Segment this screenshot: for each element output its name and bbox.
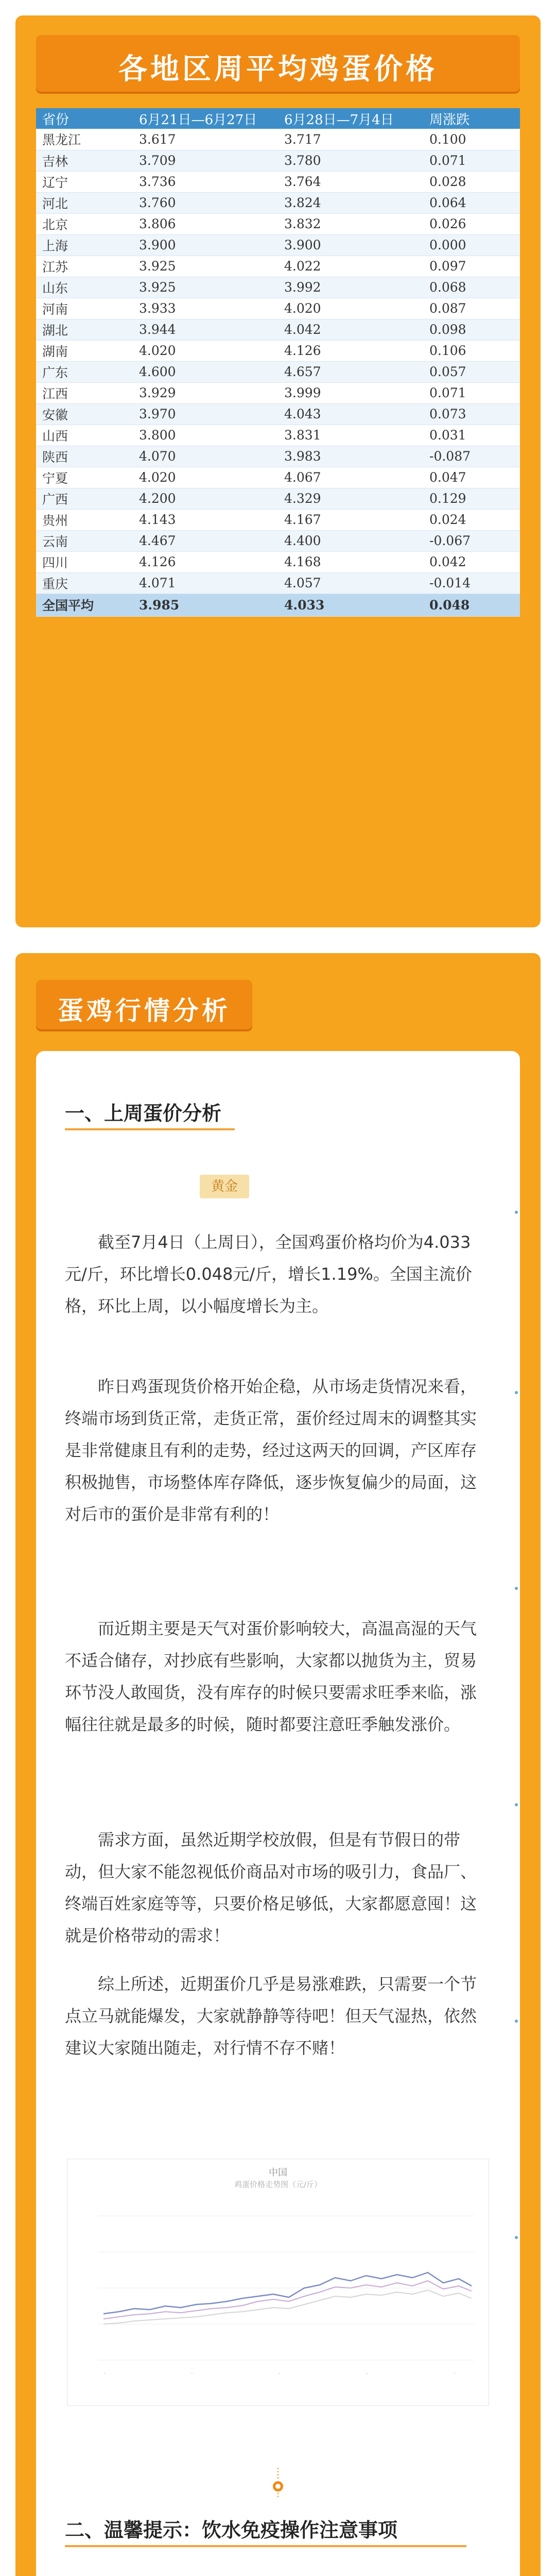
- table-cell: 重庆: [36, 572, 133, 594]
- table-cell: 0.064: [423, 192, 520, 213]
- heading-tips: 二、温馨提示：饮水免疫操作注意事项: [65, 2519, 398, 2541]
- table-cell: 4.167: [278, 509, 423, 530]
- table-cell: 4.126: [133, 551, 278, 572]
- table-cell: 4.329: [278, 488, 423, 509]
- table-cell: 3.717: [278, 129, 423, 150]
- table-cell: 0.057: [423, 361, 520, 382]
- table-cell: 3.983: [278, 446, 423, 467]
- analysis-banner: [36, 980, 252, 1029]
- table-cell: 山东: [36, 277, 133, 298]
- table-cell: 3.900: [278, 234, 423, 256]
- table-cell: 3.970: [133, 403, 278, 425]
- table-cell: 辽宁: [36, 171, 133, 192]
- analysis-section: [15, 953, 541, 2576]
- table-cell: 3.760: [133, 192, 278, 213]
- table-cell: 3.900: [133, 234, 278, 256]
- chart-axis-tick: ·: [279, 2370, 281, 2377]
- heading-price-analysis: 一、上周蛋价分析: [65, 1102, 222, 1125]
- paragraph-2: 昨日鸡蛋现货价格开始企稳，从市场走货情况来看，终端市场到货正常，走货正常，蛋价经过周末的调整其实是非常健康且有利的走势，经过这两天的回调，产区库存积极抛售，市场整体库存降低，逐步恢复偏少的局面，这对后市的蛋价是非常有利的！: [65, 1377, 477, 1524]
- table-cell: 0.100: [423, 129, 520, 150]
- side-dot: [515, 2236, 518, 2239]
- chart-axis-tick: ·: [103, 2370, 106, 2377]
- side-dot: [515, 2020, 518, 2023]
- table-cell: 广西: [36, 488, 133, 509]
- side-dot: [515, 1587, 518, 1590]
- table-cell: 3.736: [133, 171, 278, 192]
- paragraph-4: 需求方面，虽然近期学校放假，但是有节假日的带动，但大家不能忽视低价商品对市场的吸引力，食品厂、终端百姓家庭等等，只要价格足够低，大家都愿意囤！这就是价格带动的需求！: [65, 1830, 477, 1945]
- price-table: [36, 108, 520, 617]
- table-cell: 广东: [36, 361, 133, 382]
- table-cell: 4.042: [278, 319, 423, 340]
- table-cell: 0.073: [423, 403, 520, 425]
- table-cell: 4.200: [133, 488, 278, 509]
- table-row: [36, 488, 520, 509]
- table-cell: -0.014: [423, 572, 520, 594]
- table-cell: 4.057: [278, 572, 423, 594]
- table-cell: 4.022: [278, 256, 423, 277]
- table-cell: 4.143: [133, 509, 278, 530]
- table-cell: 3.806: [133, 213, 278, 234]
- table-row: [36, 530, 520, 551]
- table-row: [36, 192, 520, 213]
- table-cell: 3.800: [133, 425, 278, 446]
- table-row: [36, 425, 520, 446]
- table-header-row: [36, 108, 520, 129]
- table-row: [36, 319, 520, 340]
- table-cell: 上海: [36, 234, 133, 256]
- table-cell: 3.780: [278, 150, 423, 171]
- table-cell: 湖南: [36, 340, 133, 361]
- table-cell: 宁夏: [36, 467, 133, 488]
- price-section: [15, 15, 541, 927]
- table-total-cell: 0.048: [423, 594, 520, 616]
- table-cell: 0.028: [423, 171, 520, 192]
- table-cell: 4.126: [278, 340, 423, 361]
- chart-axis-tick: ·: [191, 2370, 193, 2377]
- table-cell: 0.047: [423, 467, 520, 488]
- table-total-cell: 全国平均: [36, 594, 133, 616]
- table-cell: 0.026: [423, 213, 520, 234]
- table-cell: 贵州: [36, 509, 133, 530]
- table-row: [36, 382, 520, 403]
- table-cell: 江苏: [36, 256, 133, 277]
- heading-underline-2: [65, 2545, 466, 2547]
- table-cell: 3.824: [278, 192, 423, 213]
- table-cell: 3.929: [133, 382, 278, 403]
- table-cell: 4.020: [133, 340, 278, 361]
- table-cell: 4.600: [133, 361, 278, 382]
- chart-title: 中国: [269, 2167, 287, 2178]
- table-cell: 3.832: [278, 213, 423, 234]
- table-cell: 4.070: [133, 446, 278, 467]
- table-row: [36, 277, 520, 298]
- table-row: [36, 572, 520, 594]
- table-row: [36, 509, 520, 530]
- table-cell: 0.071: [423, 150, 520, 171]
- table-row: [36, 403, 520, 425]
- table-cell: 0.031: [423, 425, 520, 446]
- table-cell: 北京: [36, 213, 133, 234]
- table-row: [36, 213, 520, 234]
- table-cell: 江西: [36, 382, 133, 403]
- table-row: [36, 129, 520, 150]
- table-cell: 河南: [36, 298, 133, 319]
- side-dot: [515, 1803, 518, 1806]
- table-cell: -0.087: [423, 446, 520, 467]
- table-cell: 湖北: [36, 319, 133, 340]
- table-cell: 4.168: [278, 551, 423, 572]
- chart-series-b: [103, 2281, 472, 2319]
- chart-subtitle: 鸡蛋价格走势图（元/斤）: [234, 2180, 322, 2189]
- table-cell: 4.400: [278, 530, 423, 551]
- paragraph-1: 截至7月4日（上周日），全国鸡蛋价格均价为4.033元/斤，环比增长0.048元/斤，增长1.19%。全国主流价格，环比上周，以小幅度增长为主。: [65, 1232, 472, 1316]
- heading-underline: [65, 1128, 235, 1130]
- table-cell: 0.068: [423, 277, 520, 298]
- gold-tag: 黄金: [200, 1175, 249, 1198]
- table-row: [36, 150, 520, 171]
- table-cell: 3.933: [133, 298, 278, 319]
- table-cell: 3.617: [133, 129, 278, 150]
- table-cell: 3.709: [133, 150, 278, 171]
- table-cell: 4.067: [278, 467, 423, 488]
- price-banner: [36, 35, 520, 92]
- table-cell: 0.098: [423, 319, 520, 340]
- paragraph-5: 综上所述，近期蛋价几乎是易涨难跌，只需要一个节点立马就能爆发，大家就静静等待吧！但天气湿热，依然建议大家随出随走，对行情不存不赌！: [65, 1974, 477, 2058]
- table-cell: 3.992: [278, 277, 423, 298]
- analysis-title: 蛋鸡行情分析: [58, 996, 231, 1026]
- table-cell: 3.831: [278, 425, 423, 446]
- table-cell: 黑龙江: [36, 129, 133, 150]
- table-cell: 0.024: [423, 509, 520, 530]
- table-cell: 4.020: [278, 298, 423, 319]
- table-cell: 山西: [36, 425, 133, 446]
- price-chart: [67, 2159, 489, 2406]
- table-cell: 0.042: [423, 551, 520, 572]
- table-cell: 陕西: [36, 446, 133, 467]
- table-row: [36, 171, 520, 192]
- chart-lines: [67, 2159, 490, 2406]
- table-cell: 3.925: [133, 277, 278, 298]
- table-cell: 0.087: [423, 298, 520, 319]
- table-cell: 吉林: [36, 150, 133, 171]
- table-row: [36, 234, 520, 256]
- table-total-row: [36, 594, 520, 616]
- table-cell: 3.999: [278, 382, 423, 403]
- table-cell: 4.071: [133, 572, 278, 594]
- table-row: [36, 446, 520, 467]
- analysis-card: [36, 1051, 520, 2576]
- table-cell: 3.925: [133, 256, 278, 277]
- table-cell: 4.467: [133, 530, 278, 551]
- price-table-wrap: [36, 108, 520, 617]
- table-cell: 4.043: [278, 403, 423, 425]
- header-province: 省份: [36, 108, 133, 129]
- table-cell: 0.097: [423, 256, 520, 277]
- side-dot: [515, 1391, 518, 1394]
- header-week2: 6月28日—7月4日: [278, 108, 423, 129]
- table-cell: 安徽: [36, 403, 133, 425]
- table-cell: 四川: [36, 551, 133, 572]
- table-row: [36, 340, 520, 361]
- chart-axis-tick: ·: [366, 2370, 368, 2377]
- table-cell: 3.944: [133, 319, 278, 340]
- price-title: 各地区周平均鸡蛋价格: [118, 53, 438, 86]
- table-cell: 云南: [36, 530, 133, 551]
- table-cell: 4.020: [133, 467, 278, 488]
- table-cell: 4.657: [278, 361, 423, 382]
- table-cell: 0.000: [423, 234, 520, 256]
- header-change: 周涨跌: [423, 108, 520, 129]
- table-row: [36, 361, 520, 382]
- side-dot: [515, 1211, 518, 1214]
- table-row: [36, 551, 520, 572]
- table-row: [36, 256, 520, 277]
- chart-axis-tick: ·: [454, 2370, 456, 2377]
- table-cell: 3.764: [278, 171, 423, 192]
- table-cell: 0.106: [423, 340, 520, 361]
- table-cell: -0.067: [423, 530, 520, 551]
- table-row: [36, 298, 520, 319]
- table-cell: 0.071: [423, 382, 520, 403]
- table-total-cell: 4.033: [278, 594, 423, 616]
- table-cell: 河北: [36, 192, 133, 213]
- header-week1: 6月21日—6月27日: [133, 108, 278, 129]
- table-cell: 0.129: [423, 488, 520, 509]
- table-total-cell: 3.985: [133, 594, 278, 616]
- table-row: [36, 467, 520, 488]
- ornament-divider-icon: [257, 2468, 299, 2499]
- paragraph-3: 而近期主要是天气对蛋价影响较大，高温高湿的天气不适合储存，对抄底有些影响，大家都以抛货为主，贸易环节没人敢囤货，没有库存的时候只要需求旺季来临，涨幅往往就是最多的时候，随时都要注意旺季触发涨价。: [65, 1619, 477, 1734]
